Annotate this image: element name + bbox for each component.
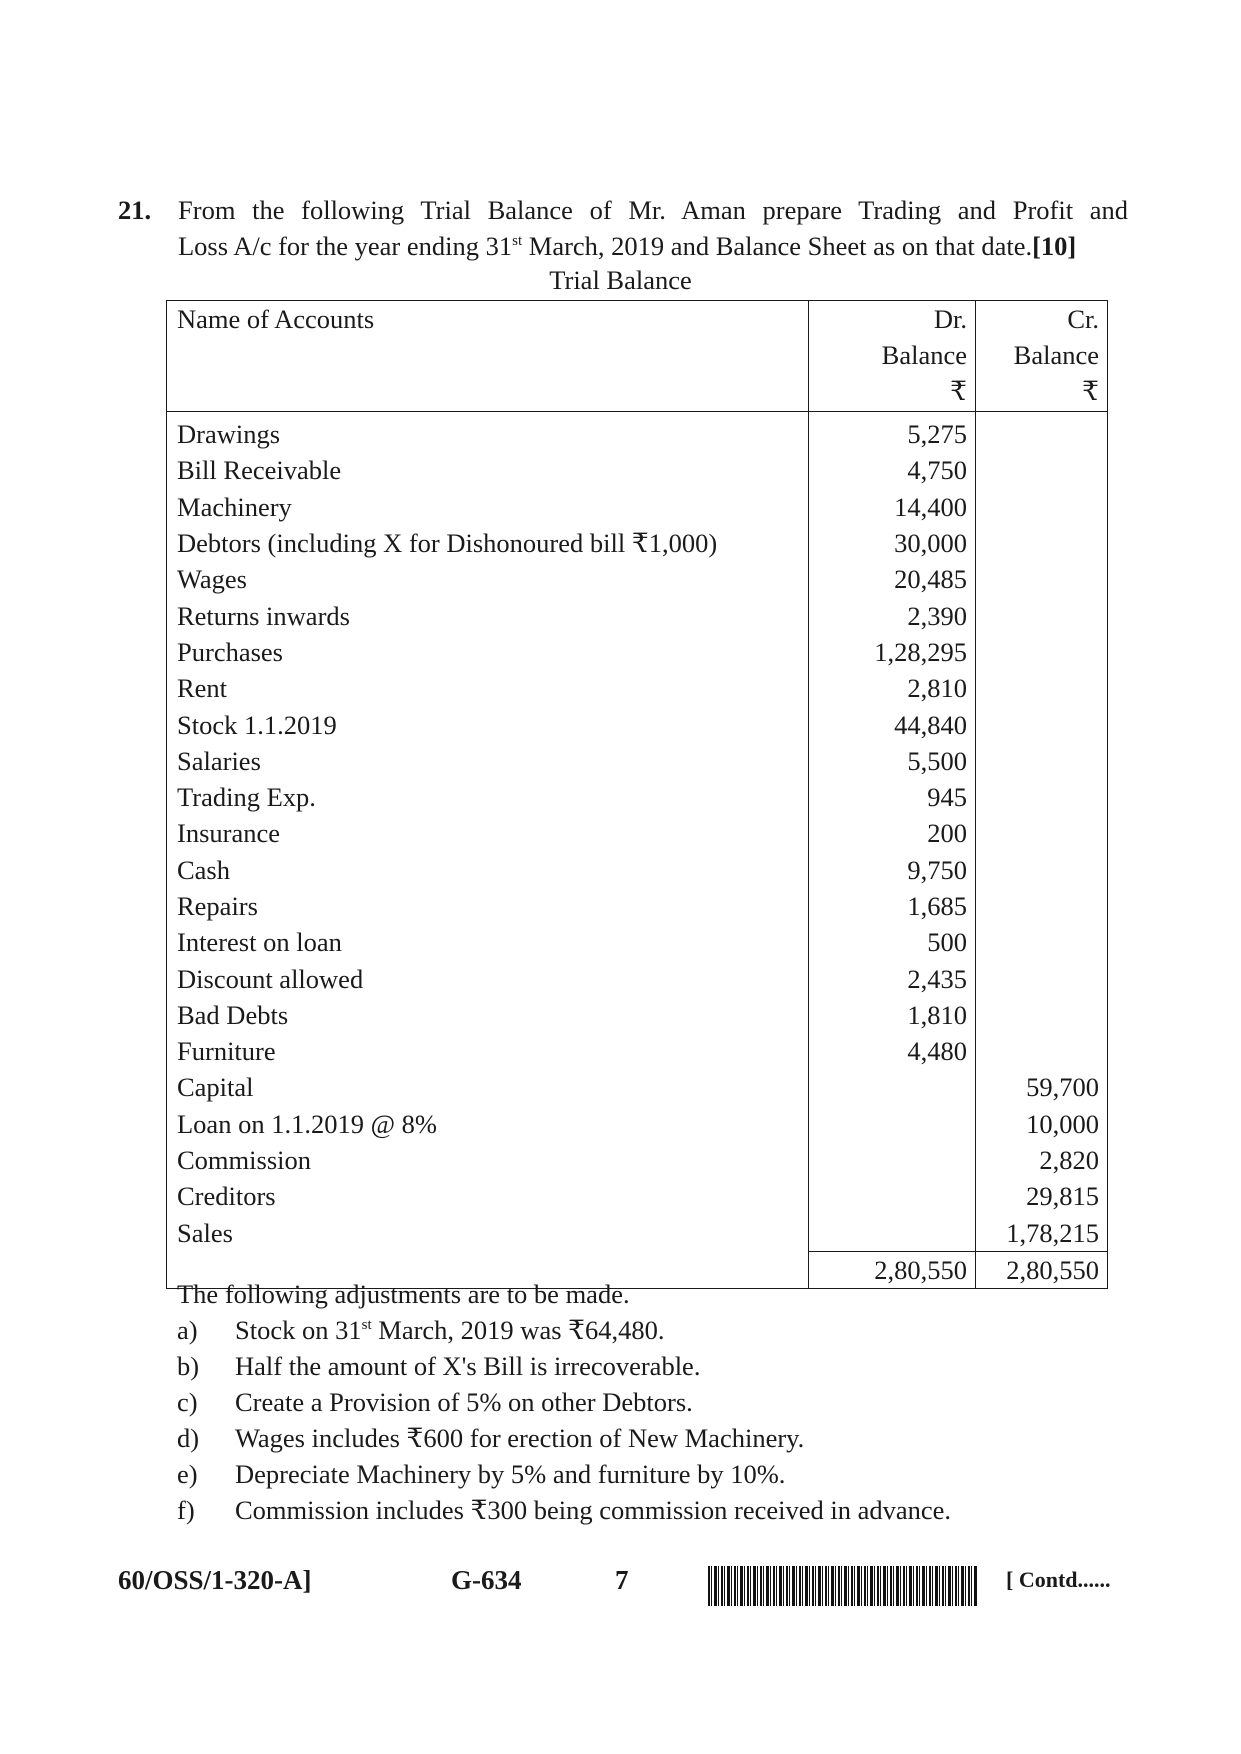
account-name: Capital (167, 1069, 809, 1105)
account-name: Discount allowed (167, 960, 809, 996)
adjustment-label: b) (177, 1351, 200, 1381)
account-name: Salaries (167, 743, 809, 779)
table-row (167, 452, 1108, 488)
header-name-of-accounts: Name of Accounts (167, 301, 809, 412)
cr-amount (976, 997, 1108, 1033)
table-row (167, 1215, 1108, 1252)
table-row (167, 670, 1108, 706)
account-name: Bad Debts (167, 997, 809, 1033)
question-text-line1: From the following Trial Balance of Mr. Aman prepare Trading and Profit and (178, 195, 1128, 225)
dr-amount: 5,500 (809, 743, 976, 779)
account-name: Returns inwards (167, 597, 809, 633)
table-row (167, 815, 1108, 851)
table-row (167, 743, 1108, 779)
adjustment-text: Commission includes ₹300 being commission received in advance. (235, 1495, 952, 1525)
account-name: Rent (167, 670, 809, 706)
adjustment-label: f) (177, 1495, 195, 1525)
rupee-symbol: ₹ (950, 376, 968, 406)
question-marks: [10] (1032, 231, 1077, 261)
account-name: Purchases (167, 634, 809, 670)
account-name: Machinery (167, 489, 809, 525)
adjustment-label: e) (177, 1459, 198, 1489)
total-cr: 2,80,550 (976, 1251, 1108, 1288)
adjustment-label: d) (177, 1423, 200, 1453)
question-21 (118, 192, 1128, 264)
dr-amount: 9,750 (809, 852, 976, 888)
table-header-row (167, 301, 1108, 412)
cr-amount (976, 634, 1108, 670)
account-name: Commission (167, 1142, 809, 1178)
dr-amount (809, 1069, 976, 1105)
table-row (167, 1106, 1108, 1142)
dr-amount: 44,840 (809, 706, 976, 742)
cr-amount (976, 888, 1108, 924)
dr-amount: 2,390 (809, 597, 976, 633)
barcode-image (708, 1566, 978, 1606)
adjustment-text: Stock on 31st March, 2019 was ₹64,480. (235, 1315, 665, 1345)
dr-amount: 14,400 (809, 489, 976, 525)
cr-amount (976, 706, 1108, 742)
header-dr-balance: Dr. Balance ₹ (809, 301, 976, 412)
question-text-line2: Loss A/c for the year ending 31st March, 2019 and Balance Sheet as on that date.[10] (178, 231, 1077, 261)
table-row (167, 597, 1108, 633)
page-number: 7 (615, 1565, 629, 1595)
paper-code: 60/OSS/1-320-A] (118, 1565, 312, 1595)
account-name: Insurance (167, 815, 809, 851)
question-number: 21. (118, 195, 152, 225)
trial-balance-title: Trial Balance (549, 265, 692, 295)
dr-amount: 945 (809, 779, 976, 815)
adjustment-label: a) (177, 1315, 198, 1345)
cr-amount: 2,820 (976, 1142, 1108, 1178)
account-name: Interest on loan (167, 924, 809, 960)
account-name: Repairs (167, 888, 809, 924)
dr-amount: 1,28,295 (809, 634, 976, 670)
table-row (167, 706, 1108, 742)
cr-amount (976, 743, 1108, 779)
table-row (167, 888, 1108, 924)
adjustment-text: Half the amount of X's Bill is irrecoverable. (235, 1351, 701, 1381)
table-row (167, 852, 1108, 888)
cr-amount: 29,815 (976, 1178, 1108, 1214)
table-row (167, 489, 1108, 525)
dr-amount (809, 1106, 976, 1142)
table-row (167, 779, 1108, 815)
cr-amount (976, 412, 1108, 453)
table-row (167, 1069, 1108, 1105)
cr-amount (976, 924, 1108, 960)
cr-amount: 59,700 (976, 1069, 1108, 1105)
cr-amount (976, 852, 1108, 888)
dr-amount: 1,685 (809, 888, 976, 924)
cr-amount (976, 561, 1108, 597)
cr-amount (976, 1033, 1108, 1069)
cr-amount (976, 670, 1108, 706)
cr-amount (976, 815, 1108, 851)
dr-amount: 5,275 (809, 412, 976, 453)
account-name: Bill Receivable (167, 452, 809, 488)
cr-amount (976, 960, 1108, 996)
account-name: Stock 1.1.2019 (167, 706, 809, 742)
table-row (167, 634, 1108, 670)
table-row (167, 525, 1108, 561)
account-name: Cash (167, 852, 809, 888)
dr-amount: 30,000 (809, 525, 976, 561)
dr-amount: 4,480 (809, 1033, 976, 1069)
dr-amount (809, 1142, 976, 1178)
series-code: G-634 (451, 1565, 522, 1595)
trial-balance-table (166, 300, 1108, 1289)
table-row (167, 412, 1108, 453)
dr-amount: 4,750 (809, 452, 976, 488)
account-name: Debtors (including X for Dishonoured bill ₹1,000) (167, 525, 809, 561)
continued-label: [ Contd...... (1006, 1567, 1111, 1592)
dr-amount: 2,435 (809, 960, 976, 996)
adjustment-label: c) (177, 1387, 198, 1417)
table-row (167, 1142, 1108, 1178)
cr-amount (976, 597, 1108, 633)
account-name: Drawings (167, 412, 809, 453)
adjustments-title: The following adjustments are to be made. (177, 1279, 630, 1309)
table-row (167, 1033, 1108, 1069)
adjustment-text: Wages includes ₹600 for erection of New Machinery. (235, 1423, 805, 1453)
dr-amount (809, 1178, 976, 1214)
trial-balance-rows (167, 412, 1108, 1252)
rupee-symbol: ₹ (1082, 376, 1099, 406)
dr-amount: 1,810 (809, 997, 976, 1033)
dr-amount: 200 (809, 815, 976, 851)
cr-amount (976, 779, 1108, 815)
cr-amount: 10,000 (976, 1106, 1108, 1142)
table-row (167, 561, 1108, 597)
table-row (167, 960, 1108, 996)
account-name: Furniture (167, 1033, 809, 1069)
table-row (167, 924, 1108, 960)
cr-amount (976, 525, 1108, 561)
account-name: Creditors (167, 1178, 809, 1214)
table-row (167, 997, 1108, 1033)
cr-amount: 1,78,215 (976, 1215, 1108, 1252)
account-name: Trading Exp. (167, 779, 809, 815)
total-dr: 2,80,550 (809, 1251, 976, 1288)
cr-amount (976, 452, 1108, 488)
account-name: Wages (167, 561, 809, 597)
header-cr-balance: Cr. Balance ₹ (976, 301, 1108, 412)
account-name: Loan on 1.1.2019 @ 8% (167, 1106, 809, 1142)
cr-amount (976, 489, 1108, 525)
dr-amount (809, 1215, 976, 1252)
table-row (167, 1178, 1108, 1214)
dr-amount: 2,810 (809, 670, 976, 706)
adjustment-text: Create a Provision of 5% on other Debtors. (235, 1387, 693, 1417)
account-name: Sales (167, 1215, 809, 1252)
adjustment-text: Depreciate Machinery by 5% and furniture by 10%. (235, 1459, 786, 1489)
dr-amount: 500 (809, 924, 976, 960)
dr-amount: 20,485 (809, 561, 976, 597)
